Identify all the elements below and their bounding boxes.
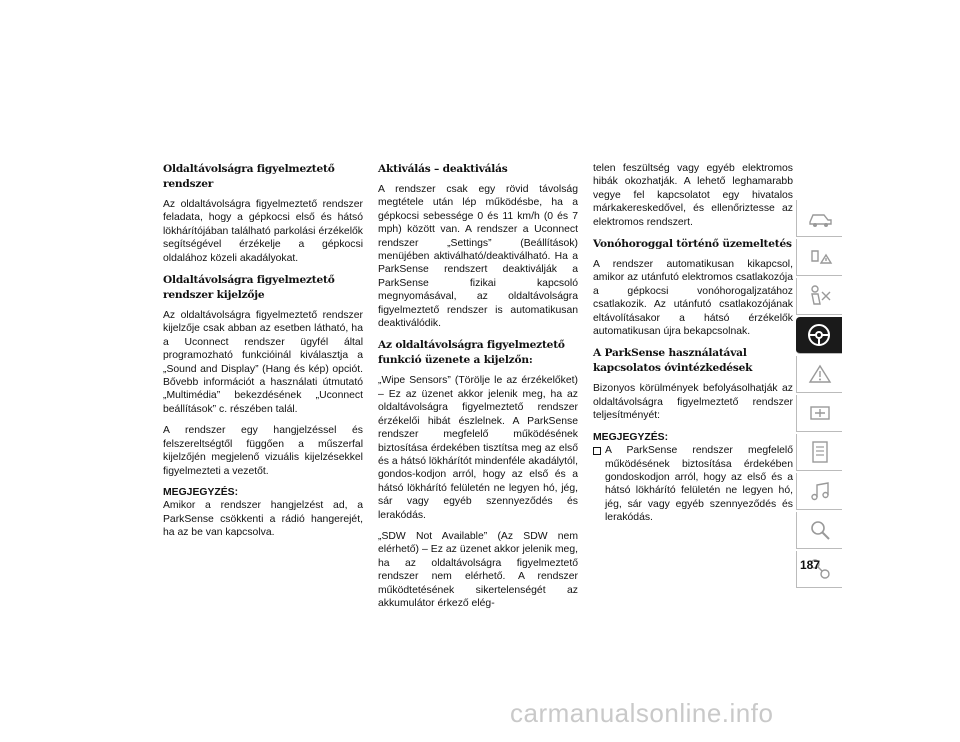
paragraph: telen feszültség vagy egyéb elektromos hibák okozhatják. A lehető leghamarabb vegye fel kapcsolatot egy hivatalos márkakereskedővel, és ellenőriztesse az elektromos rendszert.: [593, 163, 793, 228]
list-item: [593, 444, 793, 524]
tab-specifications[interactable]: [796, 434, 842, 471]
service-icon: [806, 399, 834, 427]
note-heading: MEGJEGYZÉS:: [163, 486, 239, 498]
heading-display: Oldaltávolságra figyelmeztető rendszer kijelzője: [163, 274, 335, 302]
watermark: carmanualsonline.info: [510, 698, 774, 728]
paragraph: A rendszer egy hangjelzéssel és felszereltségtől függően a műszerfal kijelzőjén megjelenő vizuális kijelzésekkel figyelmezteti a vezetőt.: [163, 425, 363, 477]
tab-index[interactable]: [796, 512, 842, 549]
dashboard-lights-icon: [806, 243, 834, 271]
checkbox-bullet-icon: [593, 444, 605, 524]
heading-activation: Aktiválás – deaktiválás: [378, 163, 508, 175]
paragraph: A rendszer csak egy rövid távolság megtétele után lép működésbe, ha a gépkocsi sebessége 0 és 11 km/h (0 és 7 mph) között van. A rendszer a Uconnect rendszer „Settings” (Beállítások) menüjében aktiválható/deaktiválható. Ha a ParkSense rendszert deaktiválják a ParkSense fizikai kapcsoló megnyomásával, az oldaltávolságra figyelmeztető rendszer is automatikusan deaktiválódik.: [378, 184, 578, 330]
search-index-icon: [806, 516, 834, 544]
column-3: [593, 162, 793, 525]
paragraph: „Wipe Sensors” (Törölje le az érzékelőket) – Ez az üzenet akkor jelenik meg, ha az oldaltávolságra figyelmeztető rendszer érzékelői hibát észlelnek. A ParkSense rendszer megfelelő működésének biztosítása érdekében tisztítsa meg az első és a hátsó lökhárítót mindenféle akadálytól, gondos-kodjon arról, hogy az első és a hátsó lökhárító felületén ne legyen hó, jég, sár vagy egyéb szennyeződés és lerakódás.: [378, 375, 578, 521]
paragraph: A rendszer automatikusan kikapcsol, amikor az utánfutó elektromos csatlakozója a gépkocsi vonóhorogaljzatához csatlakozik. Az utánfutó csatlakozójának eltávolításakor a hátsó érzékelők automatikusan újra bekapcsolnak.: [593, 259, 793, 338]
heading-display-message: Az oldaltávolságra figyelmeztető funkció üzenete a kijelzőn:: [378, 339, 565, 367]
heading-precautions: A ParkSense használatával kapcsolatos óvintézkedések: [593, 347, 753, 375]
paragraph: Az oldaltávolságra figyelmeztető rendszer kijelzője csak abban az esetben látható, ha a Uconnect rendszer ügyfél által programozható funkcióinál kiválasztja a „Sound and Display” (Hang és kép) opciót. Bővebb információt a használati útmutató „Multimédia” bekezdésének „Uconnect beállítások” c. részében talál.: [163, 310, 363, 415]
list-item-text: A ParkSense rendszer megfelelő működésének biztosítása érdekében gondoskodjon arról, hogy az első és a hátsó lökhárító felületén ne legyen hó, jég, sár vagy egyéb szennyeződés és lerakódás.: [605, 445, 793, 524]
tab-dashboard-lights[interactable]: [796, 239, 842, 276]
column-1: [163, 162, 363, 548]
road-warning-icon: [806, 360, 834, 388]
heading-towing: Vonóhoroggal történő üzemeltetés: [593, 238, 792, 251]
tab-multimedia[interactable]: [796, 473, 842, 510]
paragraph: „SDW Not Available” (Az SDW nem elérhető) – Ez az üzenet akkor jelenik meg, ha az oldaltávolságra figyelmeztető rendszer nem elérhető. A rendszer működtetésének sikertelenségét az akkumulátor érkező elég-: [378, 530, 578, 609]
note-text: Amikor a rendszer hangjelzést ad, a ParkSense csökkenti a rádió hangerejét, ha az be van kapcsolva.: [163, 500, 363, 539]
paragraph: Bizonyos körülmények befolyásolhatják az oldaltávolságra figyelmeztető rendszer teljesítményét:: [593, 383, 793, 422]
tab-safety[interactable]: [796, 278, 842, 315]
steering-wheel-icon: [805, 321, 833, 349]
tab-starting-driving[interactable]: [796, 317, 842, 354]
page-number: 187: [800, 558, 821, 572]
note-heading: MEGJEGYZÉS:: [593, 431, 669, 443]
specifications-icon: [806, 438, 834, 466]
paragraph: Az oldaltávolságra figyelmeztető rendszer feladata, hogy a gépkocsi első és hátsó lökhárítójában található parkolási érzékelők segítségével érzékelje a gépkocsi oldalához közeli akadályokat.: [163, 199, 363, 264]
chapter-tabs: [796, 200, 842, 590]
multimedia-icon: [806, 477, 834, 505]
tab-emergency[interactable]: [796, 356, 842, 393]
safety-icon: [806, 282, 834, 310]
car-info-icon: [806, 204, 834, 232]
column-2: [378, 162, 578, 618]
tab-car-info[interactable]: [796, 200, 842, 237]
heading-side-distance-warning: Oldaltávolságra figyelmeztető rendszer: [163, 163, 335, 190]
tab-service[interactable]: [796, 395, 842, 432]
